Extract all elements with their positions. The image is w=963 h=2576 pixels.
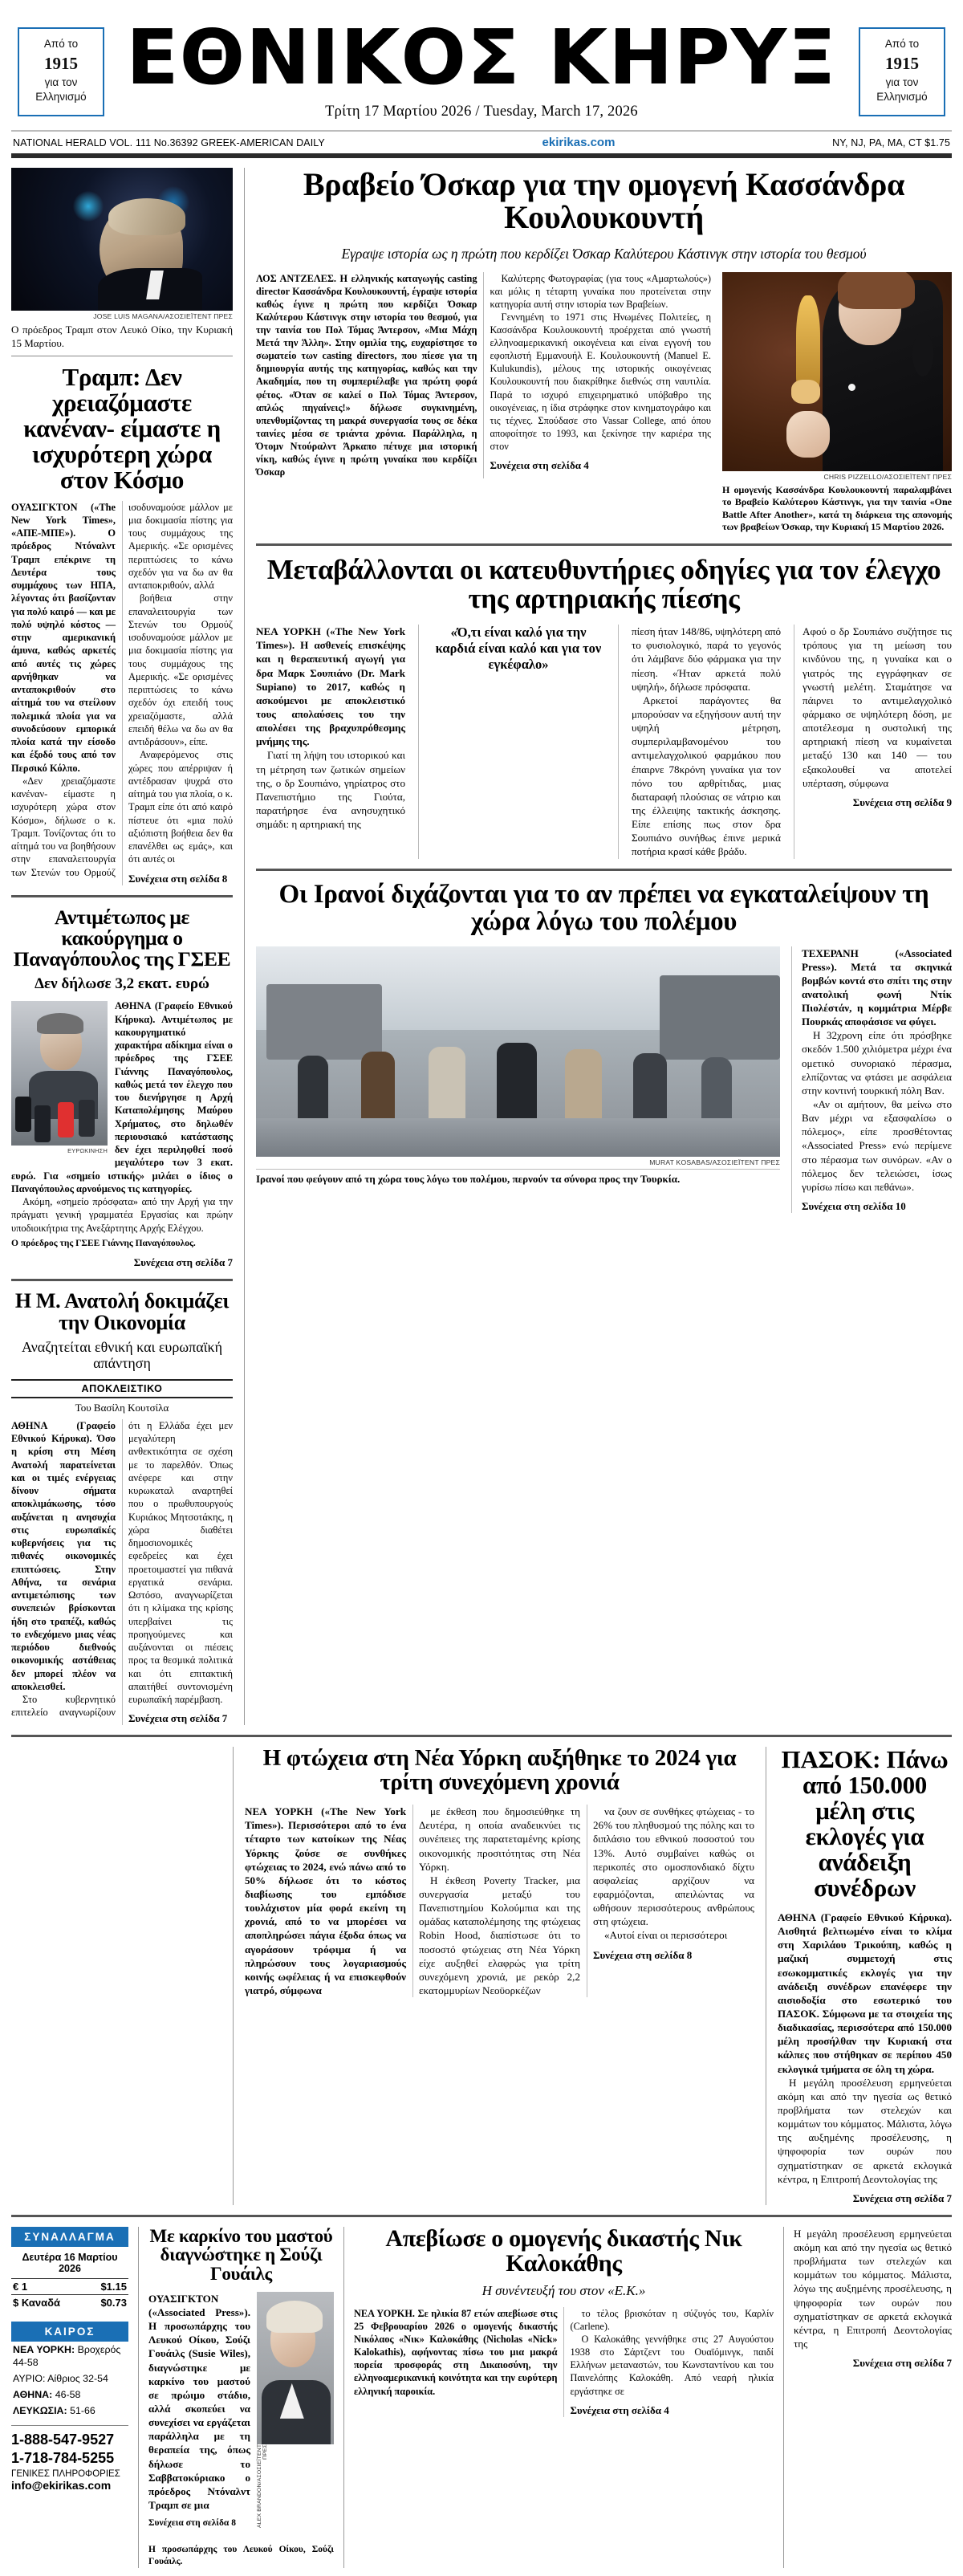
mideast-deck: Αναζητείται εθνική και ευρωπαϊκή απάντηση bbox=[21, 1339, 222, 1372]
bp-body-col2b: Αρκετοί παράγοντες θα μπορούσαν να εξηγήσουν αυτή την υψηλή μέτρηση, συμπεριλαμβανομένου του αντιμελαγχολικού φαρμάκου που έπαιρνε 78κρόνη γυναίκα για τον πόνο του αρθρίτιδας, μιας διαταραφή πλούσιας σε νάτριο και της έλλειψης τακτικής άσκησης. Είπε επίσης πως στον δρα Σουπιάνο συνήθως έπινε μερικά ποτήρια κρασί κάθε βράδυ. bbox=[632, 694, 781, 858]
susan-body bbox=[148, 2292, 250, 2541]
paper-title: ΕΘΝΙΚΟΣ ΚΗΡΥΞ bbox=[126, 14, 837, 102]
judge-body-col2: το τέλος βρισκόταν η σύζυγός του, Καρλίν (Carlene). bbox=[570, 2307, 774, 2333]
iran-body-col1b: Η 32χρονη είπε ότι πρόσβηκε σκεδόν 1.500 χιλιόμετρα μέχρι ένα ομετικό συνοριακό πέρασμα, ελπίζοντας να φτάσει με ασφάλεια στην κοντινή τουρκική πόλη Βαν. bbox=[802, 1029, 952, 1097]
oscar-photo bbox=[722, 272, 952, 471]
trump-headline[interactable]: Τραμπ: Δεν χρειαζόμαστε κανέναν- είμαστε η ισχυρότερη χώρα στον Κόσμο bbox=[23, 363, 221, 494]
susan-photo-credit: ALEX BRANDON/ΑΣΟΣΙΕΪΤΕΝΤ ΠΡΕΣ bbox=[257, 2444, 268, 2529]
gsee-photo-caption: Ο πρόεδρος της ΓΣΕΕ Γιάννης Παναγόπουλος. bbox=[11, 1238, 196, 1248]
contact-email[interactable]: info@ekirikas.com bbox=[11, 2479, 112, 2493]
mideast-jump[interactable]: Συνέχεια στη σελίδα 7 bbox=[128, 1712, 228, 1725]
bp-jump[interactable]: Συνέχεια στη σελίδα 9 bbox=[852, 796, 952, 808]
oscar-body-col1: ΛΟΣ ΑΝΤΖΕΛΕΣ. Η ελληνικής καταγωγής casting director Κασσάνδρα Κουλουκουντή, έγραψε ιστορία καθώς έγινε η πρώτη που κερδίζει Όσκαρ Καλύτερου Κάστινγκ στην ιστορία του θεσμού, για την ταινία του Πολ Τόμας Άντερσον, «Μια Μάχη Μετά την Άλλη». Στην ομιλία της, ευχαρίστησε το σωματείο των casting directors, που πίεσε για τη δημιουργία αυτής της κατηγορίας, καθώς και την Ακαδημία, που τη συμπεριέλαβε για πρώτη φορά φέτος. «Όταν σε καλεί ο Πολ Τόμας Άντερσον, απλώς πηγαίνεις!» δήλωσε συγκινημένη, υπενθυμίζοντας τη μακρά συνεργασία τους σε δέκα ταινίες μέσα σε τριάντα χρόνια. Παράλληλα, η Ότομν Ντούραλντ Άρκαπο πέτυχε μια ιστορική νίκη, καθώς έγινε η πρώτη γυναίκα που κερδίζει Όσκαρ bbox=[256, 272, 477, 478]
bp-col1 bbox=[256, 625, 405, 858]
since-badge-left bbox=[18, 27, 104, 116]
mideast-body-col2: Στο κυβερνητικό επιτελείο αναγνωρίζουν ότι η Ελλάδα έχει μεν μεγαλύτερη ανθεκτικότητα σε σχέση με το παρελθόν. Όπως ανέφερε και στην κυρωκαταλ αναρτηθεί που ο πρωθυπουργούς Κυριάκος Μητσοτάκης, η χώρα διαθέτει δημοσιονομικές εφεδρείες και έχει προετοιμαστεί για πιθανά εργατικά σενάρια. Ωστόσο, αναγνωρίζεται ότι η κλίμακα της κρίσης υπερβαίνει τις προηγούμενες και αυξάνονται οι πιέσεις προς τα θεσμικά πολιτικά και ότι επιτακτική απαιτήθεί συντονισμένη ευρωπαϊκή παρέμβαση. bbox=[11, 1419, 233, 1719]
since-right-line1: Από το bbox=[884, 37, 920, 50]
oscar-body bbox=[256, 272, 711, 479]
pasok-body-col1: ΑΘΗΝΑ (Γραφείο Εθνικού Κήρυκα). Αισθητά βελτιωμένο είναι το κλίμα στη Χαριλάου Τρικούπη, καθώς η μαζική συμμετοχή στις εσωκομματικές εκλογές για την ανάδειξη συνέδρων επανέφερε την αισιοδοξία στο εσωτερικό του ΠΑΣΟΚ. Σύμφωνα με τα στοιχεία της διαδικασίας, περισσότερα από 150.000 μέλη προσήλθαν την Κυριακή στα κάλπες που στήθηκαν σε περίπου 450 εκλογικά τμήματα σε όλη τη χώρα. bbox=[778, 1911, 952, 2075]
trump-photo-caption: Ο πρόεδρος Τραμπ στον Λευκό Οίκο, την Κυριακή 15 Μαρτίου. bbox=[11, 320, 233, 356]
oscar-jump[interactable]: Συνέχεια στη σελίδα 4 bbox=[490, 458, 589, 471]
judge-body-col1: ΝΕΑ ΥΟΡΚΗ. Σε ηλικία 87 ετών απεβίωσε στις 25 Φεβρουαρίου 2026 ο ομογενής δικαστής Νικόλαος «Νικ» Καλοκάθης (Nicholas «Nick» Kalokathis), αφήνοντας πίσω του μια μακρά πορεία προσφοράς στη Δικαιοσύνη, την ελληνοαμερικανική κοινότητα και την ευρύτερη ελληνική παροικία. bbox=[354, 2307, 558, 2397]
left-column bbox=[11, 168, 233, 1725]
iran-jump[interactable]: Συνέχεια στη σελίδα 10 bbox=[802, 1200, 906, 1213]
weather-ny-value: Βροχερός 44-58 bbox=[13, 2343, 121, 2368]
left-divider-2 bbox=[11, 1279, 233, 1281]
fx-euro-label: € 1 bbox=[13, 2280, 28, 2293]
trump-body-col1: ΟΥΑΣΙΓΚΤΟΝ («The New York Times», «ΑΠΕ-ΜΠΕ»). Ο πρόεδρος Ντόναλντ Τραμπ επέκρινε τη Δευτέρα τους συμμάχους των ΗΠΑ, λέγοντας ότι βασίζονταν για πολύ καιρό — και με πολύ υψηλό κόστος — στην αμερικανική άμυνα, καθώς αρκετές από αυτές τις χώρες αρνήθηκαν να ανταποκριθούν στο αίτημά του να στείλουν πολεμικά πλοία για να συνοδεύσουν εμπορικά πλοία κατά την είσοδο και έξοδό τους από τον Περσικό Κόλπο. bbox=[11, 501, 116, 774]
poverty-pasok-row bbox=[245, 1747, 952, 2204]
right-column bbox=[244, 168, 952, 1725]
header-thick-rule bbox=[11, 153, 952, 158]
article-oscar bbox=[256, 168, 952, 534]
right-divider-1 bbox=[256, 543, 952, 546]
iran-headline[interactable]: Οι Ιρανοί διχάζονται για το αν πρέπει να εγκαταλείψουν τη χώρα λόγω του πολέμου bbox=[278, 879, 929, 936]
since-right-line3: για τον bbox=[885, 76, 919, 89]
oscar-photo-credit: CHRIS PIZZELLO/ΑΣΟΣΙΕΪΤΕΝΤ ΠΡΕΣ bbox=[823, 472, 952, 481]
weather-nicosia bbox=[11, 2403, 128, 2419]
gsee-jump[interactable]: Συνέχεια στη σελίδα 7 bbox=[133, 1255, 233, 1268]
gsee-deck: Δεν δήλωσε 3,2 εκατ. ευρώ bbox=[35, 975, 209, 993]
gsee-body-col1b: Ακόμη, «σημείο πρόσφατα» από την Αρχή για την πράγματι γενική γραμματέα Εργασίας και πρώην υποδιοικήτρια της Ανεξάρτητης Αρχής Ελέγχου. bbox=[11, 1196, 233, 1234]
since-left-line3: για τον bbox=[44, 76, 78, 89]
article-mideast bbox=[11, 1288, 233, 1726]
article-blood-pressure bbox=[256, 555, 952, 858]
mideast-body-col1: ΑΘΗΝΑ (Γραφείο Εθνικού Κήρυκα). Όσο η κρίση στη Μέση Ανατολή παρατείνεται και οι τιμές ενέργειας δίνουν σήματα αποκλιμάκωσης, τόσο αυξάνεται η ανησυχία στις ευρωπαϊκές κυβερνήσεις για τις πιθανές οικονομικές επιπτώσεις. Στην Αθήνα, τα σενάρια αντιμετώπισης των συνεπειών βρίσκονται ήδη στο τραπέζι, καθώς το ενδεχόμενο μιας νέας περιόδου διεθνούς οικονομικής αστάθειας δεν μπορεί πλέον να αποκλεισθεί. bbox=[11, 1419, 116, 1692]
gsee-body-col1: ΑΘΗΝΑ (Γραφείο Εθνικού Κήρυκα). Αντιμέτωπος με κακουργηματικό χαρακτήρα αδίκημα είναι ο πρόεδρος της ΓΣΕΕ Γιάννης Παναγόπουλος, καθώς μετά τον έλεγχο που του διενήργησε η Αρχή Καταπολέμησης Μαύρου Χρήματος, στο δηλωθέν περιουσιακό κατάστασης δεν έχει περιληφθεί ποσό μεγαλύτερο των 3 εκατ. ευρώ. Για «σημείο ιστικής» μιλάει ο ίδιος ο Παναγόπουλος αρνούμενος τις κατηγορίες. bbox=[11, 1000, 233, 1194]
bp-body-col1b: Γιατί τη λήψη του ιστορικού και τη μέτρηση των ζωτικών σημείων της, ο δρ Σουπιάνο, γηρίατρος στο Πανεπιστήμιο της Γιούτα, παρατήρησε ένα ανησυχητικό σημάδι: η αρτηριακή της bbox=[256, 749, 405, 831]
trump-body-col2: βοήθεια στην επαναλειτουργία των Στενών του Ορμούζ ισοδυναμούσε μάλλον με μια δοκιμασία πίστης για τους συμμάχους της Αμερικής. «Σε ορισμένες περιπτώσεις το κάνω σχεδόν όχι επειδή τους χρειαζόμαστε, αλλά επειδή θέλω να δω αν θα αντιδράσουν», είπε. bbox=[128, 592, 233, 748]
fx-title: ΣΥΝΑΛΛΑΓΜΑ bbox=[11, 2227, 128, 2247]
iran-photo-caption: Ιρανοί που φεύγουν από τη χώρα τους λόγω του πολέμου, περνούν τα σύνορα προς την Τουρκία. bbox=[256, 1169, 780, 1186]
poverty-body bbox=[245, 1805, 754, 1997]
since-right-year: 1915 bbox=[885, 53, 919, 73]
mideast-continued bbox=[11, 1747, 221, 1760]
weather-nicosia-city: ΛΕΥΚΩΣΙΑ: bbox=[13, 2405, 67, 2417]
poverty-body-col2b: Η έκθεση Poverty Tracker, μια συνεργασία μεταξύ του Πανεπιστημίου Κολούμπια και της ομάδας καταπολέμησης της φτώχειας Robin Hood, διαπίστωσε ότι το ποσοστό φτώχειας στη Νέα Υόρκη είχε αυξηθεί ελαφρώς για τρίτη συνεχόμενη χρονιά, με ρεκόρ 2,2 εκατομμυρίων Νεοϋορκέζων bbox=[419, 1874, 580, 1996]
susan-body-col1: ΟΥΑΣΙΓΚΤΟΝ («Associated Press»). Η προσωπάρχης του Λευκού Οίκου, Σούζι Γουάιλς (Susie Wiles), διαγνώστηκε με καρκίνο του μαστού σε πρώιμο στάδιο, αλλά σκοπεύει να συνεχίσει να εργάζεται παράλληλα με τη θεραπεία της, όπως δήλωσε το Σαββατοκύριακο ο πρόεδρος Ντόναλντ Τραμπ σε μια bbox=[148, 2292, 250, 2511]
contact-general-label: ΓΕΝΙΚΕΣ ΠΛΗΡΟΦΟΡΙΕΣ bbox=[11, 2469, 120, 2480]
oscar-subhead: Εγραψε ιστορία ως η πρώτη που κερδίζει Όσκαρ Καλύτερου Κάστινγκ στην ιστορία του θεσμού bbox=[341, 245, 867, 262]
fx-row-euro bbox=[11, 2278, 128, 2294]
right-divider-2 bbox=[256, 869, 952, 871]
iran-body bbox=[791, 946, 952, 1214]
left-divider-1 bbox=[11, 895, 233, 897]
info-boxes bbox=[11, 2227, 138, 2568]
bp-col3 bbox=[794, 625, 952, 858]
judge-body-col2b: Ο Καλοκάθης γεννήθηκε στις 27 Αυγούστου 1938 στο Σάρτζεντ του Ουαϊόμινγκ, παιδί Ελλήνων μεταναστών, του Κωνσταντίνου και του Παινελόπης Καλοκάθη. Από νεαρή ηλικία εργάστηκε σε bbox=[570, 2334, 774, 2397]
iran-body-col1c: «Αν οι αμήτουν, θα μείνω στο Βαν μέχρι να εξασφαλίσω ο πόλεμος», είπε προσθέτοντας «Associated Press» ενώ περίμενε στο πέρασμα των συνόρων. «Αν ο πόλεμος δεν τελειώσει, ίσως γυρίσω πίσω και πεθάνω». bbox=[802, 1098, 952, 1193]
susan-headline[interactable]: Με καρκίνο του μαστού διαγνώστηκε η Σούζι Γουάιλς bbox=[149, 2225, 333, 2285]
fx-cad-value: $0.73 bbox=[100, 2296, 127, 2309]
weather-tomorrow-city: ΑΥΡΙΟ: bbox=[13, 2373, 46, 2385]
gsee-photo-credit: ΕΥΡΩΚΙΝΗΣΗ bbox=[67, 1147, 108, 1155]
lower-right bbox=[233, 1747, 952, 2204]
poverty-body-col2: με έκθεση που δημοσιεύθηκε τη Δευτέρα, η οποία αναδεικνύει τις συνέπειες της παρατεταμένης κρίσης οικονομικής προσιτότητας στη Νέα Υόρκη. bbox=[419, 1805, 580, 1873]
article-judge bbox=[343, 2224, 783, 2568]
bp-body-col2: πίεση ήταν 148/86, υψηλότερη από το φυσιολογικό, παρά το γεγονός ότι λάμβανε δύο φάρμακα για την πίεση. «Ήταν αρκετά πολύ υψηλή», δήλωσε πρόσφατα. bbox=[632, 625, 781, 693]
trump-body bbox=[11, 501, 233, 885]
mideast-byline: Του Βασίλη Κουτσίλα bbox=[75, 1401, 169, 1414]
info-bar bbox=[11, 132, 952, 153]
susan-photo-caption: Η προσωπάρχης του Λευκού Οίκου, Σούζι Γουάιλς. bbox=[148, 2544, 334, 2566]
since-badge-right bbox=[859, 27, 945, 116]
article-trump bbox=[11, 168, 233, 885]
iran-photo-credit: MURAT KOSABAS/ΑΣΟΣΙΕΪΤΕΝΤ ΠΡΕΣ bbox=[649, 1158, 780, 1166]
bp-body-col1: ΝΕΑ ΥΟΡΚΗ («The New York Times»). Η ασθενείς επισκέψης και η θεραπευτική αγωγή για δρα Μαρκ Σουπιάνο (Dr. Mark Supiano) το 2017, καθώς η ασκούμενοι με αποκλειστικό τους απολαύσεις του την απολέσει της βραχυπρόθεσμης μνήμης της. bbox=[256, 625, 405, 748]
volume-info: NATIONAL HERALD VOL. 111 No.36392 GREEK-AMERICAN DAILY bbox=[13, 136, 325, 149]
poverty-body-col3b: «Αυτοί είναι οι περισσότεροι bbox=[604, 1929, 728, 1942]
iran-body-col1: ΤΕΧΕΡΑΝΗ («Associated Press»). Μετά τα σκηνικά βομβών κοντά στο σπίτι της στην ανατολική φωνή Ντίκ Πιολέστάν, η κομμάτρια Μέρβε Πουρκάς αποφάσισε να φύγει. bbox=[802, 946, 952, 1028]
trump-photo bbox=[11, 168, 233, 311]
pasok-body bbox=[778, 1911, 952, 2205]
fx-euro-value: $1.15 bbox=[100, 2280, 127, 2293]
mideast-body bbox=[11, 1419, 233, 1726]
weather-athens-value: 46-58 bbox=[55, 2389, 81, 2401]
pasok-continued-body bbox=[794, 2227, 952, 2370]
lower-section bbox=[11, 1747, 952, 2204]
gsee-headline[interactable]: Αντιμέτωπος με κακούργημα ο Παναγόπουλος της ΓΣΕΕ bbox=[13, 905, 231, 971]
price-info: NY, NJ, PA, MA, CT $1.75 bbox=[832, 136, 950, 149]
article-poverty bbox=[245, 1747, 754, 2204]
oscar-body-col2: Καλύτερης Φωτογραφίας (για τους «Αμαρτωλούς») και μόλις η τέταρτη γυναίκα που προτείνεται στην κατηγορία αυτή στην ιστορία των Βραβείων. bbox=[490, 272, 711, 310]
since-left-line4: Ελληνισμό bbox=[35, 91, 87, 104]
iran-photo bbox=[256, 946, 780, 1157]
weather-tomorrow bbox=[11, 2370, 128, 2387]
fx-cad-label: $ Καναδά bbox=[13, 2296, 61, 2309]
section-divider-bottom bbox=[11, 2215, 952, 2217]
weather-athens-city: ΑΘΗΝΑ: bbox=[13, 2389, 53, 2401]
weather-athens bbox=[11, 2387, 128, 2403]
oscar-headline[interactable]: Βραβείο Όσκαρ για την ομογενή Κασσάνδρα Κουλουκουντή bbox=[303, 166, 905, 236]
article-iran bbox=[256, 881, 952, 1214]
trump-body-col1b: «Δεν χρειαζόμαστε κανέναν- είμαστε η ισχυρότερη χώρα στον Κόσμο», δήλωσε ο κ. Τραμπ. Τονίζοντας ότι το αίτημά του να βοηθήσουν στην επαναλειτουργία των Στενών του Ορμούζ ισοδυναμούσε μάλλον με μια δοκιμασία πίστης για τους συμμάχους της Αμερικής. «Σε ορισμένες περιπτώσεις το κάνω σχεδόν για να δω αν θα ανταποκριθούν, αλλά bbox=[11, 501, 233, 878]
judge-subhead: Η συνέντευξή του στον «Ε.Κ.» bbox=[482, 2282, 646, 2298]
oscar-body-col2b: Γεννημένη το 1971 στις Ηνωμένες Πολιτείες, η Κασσάνδρα Κουλουκουντή προέρχεται από γνωστή ελληνοαμερικανική οικογένεια και είναι εγγονή του εφοπλιστή Εμμανουήλ Ε. Κουλουκουντή (Manuel E. Kulukundis), μέλους της ιστορικής οικογένειας Κουλουκουντή που διακρίθηκε διεθνώς στη ναυτιλία. Παρά το ισχυρό επιχειρηματικό υπόβαθρο της οικογένειας, η ίδια στράφηκε στον κινηματογράφο και τις τέχνες. Σπούδασε στο Vassar College, από όπου αποφοίτησε το 1993, και ξεκίνησε την καριέρα της στον bbox=[490, 311, 711, 452]
pasok-body-col1b: Η μεγάλη προσέλευση ερμηνεύεται ακόμη και από την ηγεσία ως θετικό προβλήματα των στελεχών και κομμάτων του κόμματος. Μάλιστα, λόγω της αυξημένης προσέλευσης, η ψηφοφορία των ουρών που σχηματίστηκαν σε αρκετά εκλογικά κέντρα, η Επιτροπή Δεοντολογίας της bbox=[778, 2076, 952, 2185]
poverty-headline[interactable]: Η φτώχεια στη Νέα Υόρκη αυξήθηκε το 2024 για τρίτη συνεχόμενη χρονιά bbox=[262, 1745, 737, 1796]
bp-pullquote: «Ό,τι είναι καλό για την καρδιά είναι καλό και για τον εγκέφαλο» bbox=[435, 625, 602, 673]
weather-ny-city: ΝΕΑ ΥΟΡΚΗ: bbox=[13, 2343, 75, 2355]
susan-jump[interactable]: Συνέχεια στη σελίδα 8 bbox=[148, 2518, 236, 2529]
lower-left-spacer bbox=[11, 1747, 233, 2204]
bp-headline[interactable]: Μεταβάλλονται οι κατευθυντήριες οδηγίες για τον έλεγχο της αρτηριακής πίεσης bbox=[266, 554, 941, 615]
poverty-body-col3: να ζουν σε συνθήκες φτώχειας - το 26% του πληθυσμού της πόλης και το διπλάσιο του εθνικού ποσοστού του 13%. Αυτό συμβαίνει καθώς οι περικοπές στο ομοσπονδιακό δίχτυ ασφαλείας αρχίζουν να εφαρμόζονται, απειλώντας να ωθήσουν περισσότερους ανθρώπους στη φτώχεια. bbox=[593, 1805, 754, 1928]
pasok-jump[interactable]: Συνέχεια στη σελίδα 7 bbox=[852, 2191, 952, 2204]
pasok-continued-text: Η μεγάλη προσέλευση ερμηνεύεται ακόμη και από την ηγεσία ως θετικό προβλήματα των στελεχών και κομμάτων του κόμματος. Μάλιστα, λόγω της αυξημένης προσέλευσης, η ψηφοφορία των ουρών που σχηματίστηκαν σε αρκετά εκλογικά κέντρα, η Επιτροπή Δεοντολογίας της bbox=[794, 2227, 952, 2350]
trump-body-col2b: Αναφερόμενος στις χώρες που απέρριψαν ή αντέδρασαν ψυχρά στο αίτημά του για πλοία, ο κ. Τραμπ είπε ότι από καιρό πίστευε ότι «μια πολύ αξιόπιστη βοήθεια δεν θα επανέλθει ως εμάς», και ότι αυτές οι bbox=[128, 749, 233, 865]
trump-jump[interactable]: Συνέχεια στη σελίδα 8 bbox=[128, 872, 228, 885]
pasok-continued bbox=[783, 2227, 952, 2568]
gsee-photo bbox=[11, 1001, 108, 1146]
oscar-photo-caption: Η ομογενής Κασσάνδρα Κουλουκουντή παραλαμβάνει το Βραβείο Καλύτερου Κάστινγκ, για την ταινία «One Battle After Another», κατά τη διάρκεια της απονομής των βραβείων Όσκαρ, την Κυριακή 15 Μαρτίου 2026. bbox=[722, 483, 952, 533]
article-pasok bbox=[766, 1747, 952, 2204]
judge-jump[interactable]: Συνέχεια στη σελίδα 4 bbox=[570, 2403, 669, 2416]
website-link[interactable]: ekirikas.com bbox=[542, 136, 616, 150]
fx-row-cad bbox=[11, 2294, 128, 2310]
article-gsee bbox=[11, 907, 233, 1269]
contact-phone-1[interactable]: 1-888-547-9527 bbox=[11, 2432, 115, 2448]
poverty-body-col1: ΝΕΑ ΥΟΡΚΗ («The New York Times»). Περισσότεροι από το ένα τέταρτο των κατοίκων της Νέας Υόρκης ζούσε σε συνθήκες φτώχειας το 2024, ενώ πάνω από το 50% δήλωσε ότι το κόστος διαβίωσης του εμπόδισε τουλάχιστον μία φορά εκείνη τη χρονιά, από το να μπορέσει να αποπληρώσει πάγια έξοδα όπως να αγοράσουν τρόφιμα ή να πληρώσουν τους λογαριασμούς κοινής ωφέλειας ή να επισκεφθούν γιατρό, σύμφωνα bbox=[245, 1805, 406, 1996]
since-left-line1: Από το bbox=[43, 37, 79, 50]
since-right-line4: Ελληνισμό bbox=[876, 91, 928, 104]
issue-date: Τρίτη 17 Μαρτίου 2026 / Tuesday, March 17, 2026 bbox=[325, 104, 638, 120]
trump-photo-credit: JOSE LUIS MAGANA/ΑΣΟΣΙΕΪΤΕΝΤ ΠΡΕΣ bbox=[93, 312, 233, 321]
nameplate bbox=[104, 14, 859, 120]
poverty-jump[interactable]: Συνέχεια στη σελίδα 8 bbox=[593, 1948, 693, 1961]
masthead bbox=[11, 11, 952, 120]
pasok-continued-jump[interactable]: Συνέχεια στη σελίδα 7 bbox=[852, 2357, 952, 2370]
susan-photo bbox=[257, 2292, 334, 2444]
judge-body bbox=[354, 2307, 774, 2417]
mideast-headline[interactable]: Η Μ. Ανατολή δοκιμάζει την Οικονομία bbox=[14, 1288, 230, 1334]
top-section bbox=[11, 168, 952, 1725]
fx-date: Δευτέρα 16 Μαρτίου 2026 bbox=[22, 2251, 118, 2274]
section-divider-mid bbox=[11, 1735, 952, 1737]
mideast-exclusive-badge: ΑΠΟΚΛΕΙΣΤΙΚΟ bbox=[11, 1379, 233, 1398]
weather-nicosia-value: 51-66 bbox=[70, 2405, 95, 2417]
bottom-strip bbox=[11, 2224, 952, 2568]
since-left-year: 1915 bbox=[44, 53, 78, 73]
bp-col2 bbox=[632, 625, 781, 858]
article-susan-wiles bbox=[138, 2227, 343, 2568]
weather-tomorrow-value: Αίθριος 32-54 bbox=[47, 2373, 108, 2385]
bp-body-col3: Αφού ο δρ Σουπιάνο συζήτησε τις τρόπους για τη μείωση του κινδύνου της, η γυναίκα και ο γιατρός της εγγράφηκαν σε γνωστή μελέτη. Σταμάτησε να πάιρνει το αντιμελαγχολικό φάρμακο σε υψηλότερη δόση, με αποτέλεσμα η συστολική της αρτηριακή πίεση να κυμαίνεται μεταξύ 130 και 140 — του εξακολουθεί να αποτελεί υπέρταση, σύμφωνα bbox=[802, 625, 952, 789]
judge-headline[interactable]: Απεβίωσε ο ομογενής δικαστής Νικ Καλοκάθης bbox=[385, 2224, 742, 2277]
contact-phone-2[interactable]: 1-718-784-5255 bbox=[11, 2449, 115, 2466]
gsee-body bbox=[11, 999, 233, 1268]
weather-ny bbox=[11, 2342, 128, 2370]
weather-title: ΚΑΙΡΟΣ bbox=[11, 2322, 128, 2342]
pasok-headline[interactable]: ΠΑΣΟΚ: Πάνω από 150.000 μέλη στις εκλογές για ανάδειξη συνέδρων bbox=[781, 1745, 949, 1902]
